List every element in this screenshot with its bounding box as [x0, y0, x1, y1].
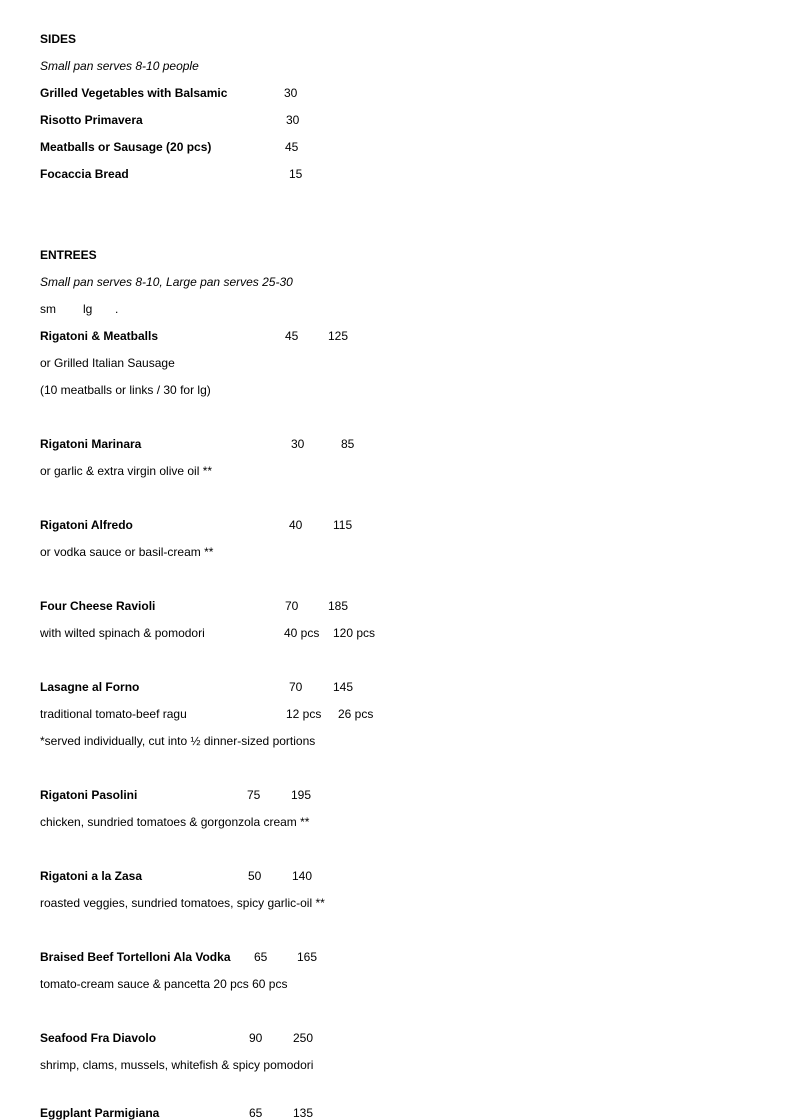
entree-price-sm: 65 — [249, 1106, 263, 1120]
entree-item-name: Rigatoni & Meatballs — [40, 329, 159, 343]
entree-price-lg: 140 — [292, 869, 313, 883]
entree-description: (10 meatballs or links / 30 for lg) — [40, 383, 211, 397]
side-item-price: 30 — [284, 86, 298, 100]
entrees-note: Small pan serves 8-10, Large pan serves 25-30 — [40, 275, 293, 289]
entree-price-sm: 45 — [285, 329, 299, 343]
entree-description: tomato-cream sauce & pancetta 20 pcs 60 pcs — [40, 977, 288, 991]
entree-price-sm: 65 — [254, 950, 268, 964]
side-item-name: Risotto Primavera — [40, 113, 143, 127]
entree-description: *served individually, cut into ½ dinner-sized portions — [40, 734, 316, 748]
entree-price-sm: 30 — [291, 437, 305, 451]
entree-description: or Grilled Italian Sausage — [40, 356, 175, 370]
entree-price-sm: 50 — [248, 869, 262, 883]
entree-price-sm: 75 — [247, 788, 261, 802]
entree-price-lg: 145 — [333, 680, 354, 694]
entree-price-sm: 70 — [289, 680, 303, 694]
sides-heading: SIDES — [40, 32, 77, 46]
entree-description: shrimp, clams, mussels, whitefish & spicy pomodori — [40, 1058, 314, 1072]
entree-price-lg: 85 — [341, 437, 355, 451]
entree-price-sm: 90 — [249, 1031, 263, 1045]
entree-price-sm: 40 — [289, 518, 303, 532]
entree-item-name: Braised Beef Tortelloni Ala Vodka — [40, 950, 231, 964]
side-item-price: 45 — [285, 140, 299, 154]
side-item-name: Grilled Vegetables with Balsamic — [40, 86, 228, 100]
entree-count-lg: 26 pcs — [338, 707, 374, 721]
entree-count-sm: 40 pcs — [284, 626, 320, 640]
entree-item-name: Rigatoni Marinara — [40, 437, 142, 451]
entree-item-name: Lasagne al Forno — [40, 680, 140, 694]
entree-count-sm: 12 pcs — [286, 707, 322, 721]
entree-item-name: Four Cheese Ravioli — [40, 599, 156, 613]
entree-price-lg: 135 — [293, 1106, 314, 1120]
entree-price-lg: 165 — [297, 950, 318, 964]
entree-count-lg: 120 pcs — [333, 626, 376, 640]
size-lg-label: lg — [83, 302, 93, 316]
entree-price-lg: 250 — [293, 1031, 314, 1045]
entree-description: roasted veggies, sundried tomatoes, spicy garlic-oil ** — [40, 896, 325, 910]
entree-price-lg: 185 — [328, 599, 349, 613]
entree-price-lg: 125 — [328, 329, 349, 343]
entrees-heading: ENTREES — [40, 248, 97, 262]
entree-item-name: Seafood Fra Diavolo — [40, 1031, 157, 1045]
entree-description: traditional tomato-beef ragu — [40, 707, 187, 721]
size-dot: . — [115, 302, 119, 316]
entree-item-name: Rigatoni a la Zasa — [40, 869, 143, 883]
entree-item-name: Eggplant Parmigiana — [40, 1106, 160, 1120]
entree-description: or vodka sauce or basil-cream ** — [40, 545, 214, 559]
entree-description: or garlic & extra virgin olive oil ** — [40, 464, 213, 478]
sides-note: Small pan serves 8-10 people — [40, 59, 199, 73]
size-sm-label: sm — [40, 302, 56, 316]
entree-item-name: Rigatoni Pasolini — [40, 788, 138, 802]
side-item-name: Focaccia Bread — [40, 167, 129, 181]
entree-description: chicken, sundried tomatoes & gorgonzola cream ** — [40, 815, 310, 829]
side-item-price: 30 — [286, 113, 300, 127]
entree-item-name: Rigatoni Alfredo — [40, 518, 133, 532]
side-item-name: Meatballs or Sausage (20 pcs) — [40, 140, 212, 154]
entree-description: with wilted spinach & pomodori — [40, 626, 205, 640]
side-item-price: 15 — [289, 167, 303, 181]
entree-price-sm: 70 — [285, 599, 299, 613]
entree-price-lg: 115 — [333, 518, 353, 532]
entree-price-lg: 195 — [291, 788, 312, 802]
